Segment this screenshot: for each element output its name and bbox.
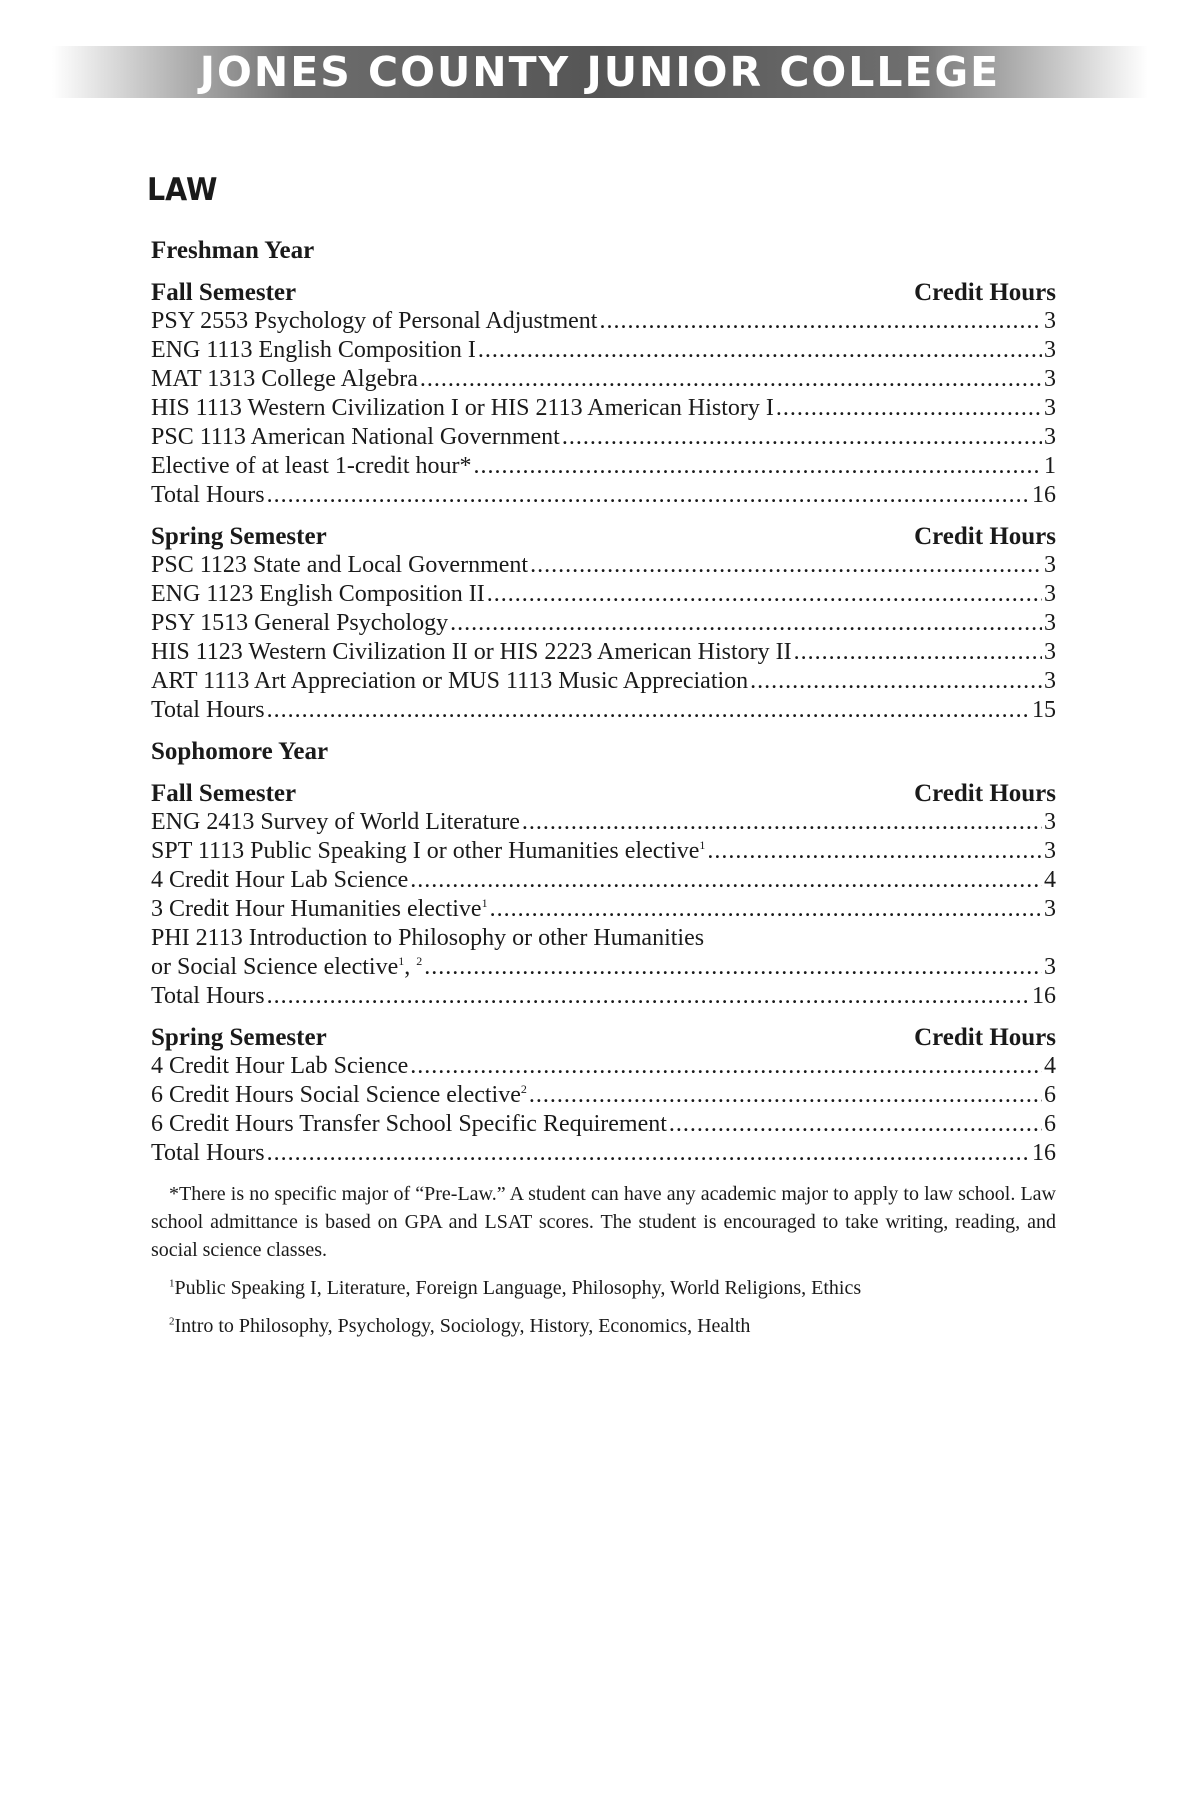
course-hours: 3 [1044, 581, 1056, 607]
course-hours: 6 [1044, 1082, 1056, 1108]
semester-label: Fall Semester [151, 279, 297, 306]
course-name: ENG 2413 Survey of World Literature [151, 809, 520, 835]
footnote-ref: 1 [699, 838, 706, 852]
pre-law-note: *There is no specific major of “Pre-Law.” A student can have any academic major to apply to law school. Law school admittance is based on GPA and LSAT scores. The student is encouraged to take writing, reading, and social science classes. [151, 1183, 1056, 1261]
semester-label: Spring Semester [151, 523, 327, 550]
course-row [151, 394, 1056, 423]
course-row [151, 365, 1056, 394]
course-name-text: or Social Science elective [151, 954, 399, 980]
course-hours: 6 [1044, 1111, 1056, 1137]
course-name-line: PHI 2113 Introduction to Philosophy or other Humanities [151, 925, 705, 951]
leader-dots [599, 307, 1042, 336]
banner-title: JONES COUNTY JUNIOR COLLEGE [199, 48, 1001, 96]
course-name: ENG 1113 English Composition I [151, 337, 476, 363]
course-name: 4 Credit Hour Lab Science [151, 867, 409, 893]
course-hours: 3 [1044, 809, 1056, 835]
total-label: Total Hours [151, 983, 265, 1009]
course-name: ART 1113 Art Appreciation or MUS 1113 Music Appreciation [151, 668, 749, 694]
leader-dots [410, 866, 1042, 895]
leader-dots [794, 638, 1042, 667]
course-row [151, 609, 1056, 638]
total-label: Total Hours [151, 1140, 265, 1166]
footnote-ref: 2 [520, 1082, 527, 1096]
total-hours: 15 [1032, 697, 1056, 723]
total-hours: 16 [1032, 482, 1056, 508]
total-hours: 16 [1032, 983, 1056, 1009]
course-hours: 3 [1044, 639, 1056, 665]
sophomore-year-heading: Sophomore Year [151, 738, 329, 765]
freshman-spring-semester [151, 522, 1056, 725]
course-row [151, 336, 1056, 365]
credit-hours-label: Credit Hours [914, 1024, 1056, 1051]
course-hours: 3 [1044, 395, 1056, 421]
leader-dots [478, 336, 1042, 365]
leader-dots [562, 423, 1042, 452]
total-hours: 16 [1032, 1140, 1056, 1166]
course-name [151, 837, 705, 866]
total-row [151, 696, 1056, 725]
course-hours: 3 [1044, 552, 1056, 578]
leader-dots [267, 481, 1030, 510]
sophomore-spring-semester [151, 1023, 1056, 1168]
leader-dots [450, 609, 1042, 638]
leader-dots [487, 580, 1042, 609]
footnote-text: Intro to Philosophy, Psychology, Sociology, History, Economics, Health [174, 1315, 751, 1337]
course-name: MAT 1313 College Algebra [151, 366, 418, 392]
semester-label: Spring Semester [151, 1024, 327, 1051]
course-row [151, 551, 1056, 580]
leader-dots [530, 551, 1042, 580]
course-name-text: 3 Credit Hour Humanities elective [151, 896, 482, 922]
footnote-mark: 1 [169, 1277, 175, 1290]
credit-hours-label: Credit Hours [914, 279, 1056, 306]
course-row [151, 837, 1056, 866]
course-hours: 3 [1044, 896, 1056, 922]
leader-dots [420, 365, 1042, 394]
course-row [151, 866, 1056, 895]
semester-label: Fall Semester [151, 780, 297, 807]
footnote-ref: 1 [481, 896, 488, 910]
course-row [151, 808, 1056, 837]
course-name: ENG 1123 English Composition II [151, 581, 485, 607]
course-hours: 3 [1044, 424, 1056, 450]
semester-header [151, 522, 1056, 551]
course-row [151, 1081, 1056, 1110]
sophomore-fall-semester [151, 779, 1056, 1011]
leader-dots [529, 1081, 1042, 1110]
footnote-mark: 2 [169, 1315, 175, 1328]
total-row [151, 982, 1056, 1011]
course-name: Elective of at least 1-credit hour* [151, 453, 472, 479]
leader-dots [267, 696, 1030, 725]
course-name [151, 895, 488, 924]
freshman-year-heading: Freshman Year [151, 237, 315, 264]
course-row [151, 580, 1056, 609]
college-banner [52, 46, 1148, 98]
course-row [151, 423, 1056, 452]
semester-header [151, 779, 1056, 808]
credit-hours-label: Credit Hours [914, 780, 1056, 807]
footnote-1 [169, 1274, 1056, 1302]
course-hours: 3 [1044, 308, 1056, 334]
leader-dots [410, 1052, 1042, 1081]
course-name-text: 6 Credit Hours Social Science elective [151, 1082, 521, 1108]
course-name: HIS 1113 Western Civilization I or HIS 2113 American History I [151, 395, 774, 421]
freshman-fall-semester [151, 278, 1056, 510]
total-label: Total Hours [151, 482, 265, 508]
course-row [151, 1052, 1056, 1081]
leader-dots [776, 394, 1042, 423]
course-hours: 4 [1044, 1053, 1056, 1079]
course-row [151, 895, 1056, 924]
course-name: 4 Credit Hour Lab Science [151, 1053, 409, 1079]
course-row [151, 953, 1056, 982]
leader-dots [522, 808, 1042, 837]
course-name: 6 Credit Hours Transfer School Specific Requirement [151, 1111, 667, 1137]
course-hours: 3 [1044, 366, 1056, 392]
leader-dots [267, 1139, 1030, 1168]
leader-dots [669, 1110, 1042, 1139]
course-name: PSC 1113 American National Government [151, 424, 560, 450]
leader-dots [707, 837, 1042, 866]
course-hours: 4 [1044, 867, 1056, 893]
semester-header [151, 278, 1056, 307]
course-name [151, 1081, 527, 1110]
course-hours: 3 [1044, 337, 1056, 363]
course-row [151, 667, 1056, 696]
course-name [151, 953, 422, 982]
footnote-2 [169, 1312, 1056, 1340]
total-row [151, 1139, 1056, 1168]
course-row [151, 638, 1056, 667]
course-name: PSY 1513 General Psychology [151, 610, 449, 636]
course-row [151, 1110, 1056, 1139]
course-name: PSC 1123 State and Local Government [151, 552, 529, 578]
course-row [151, 452, 1056, 481]
course-name-text: SPT 1113 Public Speaking I or other Humanities elective [151, 838, 700, 864]
course-plan [151, 236, 1056, 1340]
footnote-text: Public Speaking I, Literature, Foreign Language, Philosophy, World Religions, Ethics [174, 1277, 862, 1299]
footnote-ref: 2 [416, 954, 423, 968]
semester-header [151, 1023, 1056, 1052]
leader-dots [424, 953, 1042, 982]
course-hours: 1 [1044, 453, 1056, 479]
footnote-separator: , [404, 954, 417, 980]
total-label: Total Hours [151, 697, 265, 723]
page-title: LAW [147, 172, 218, 208]
leader-dots [490, 895, 1042, 924]
leader-dots [474, 452, 1042, 481]
course-row [151, 307, 1056, 336]
credit-hours-label: Credit Hours [914, 523, 1056, 550]
course-hours: 3 [1044, 610, 1056, 636]
leader-dots [267, 982, 1030, 1011]
course-hours: 3 [1044, 668, 1056, 694]
leader-dots [750, 667, 1042, 696]
footnote-ref: 1 [398, 954, 405, 968]
course-name: PSY 2553 Psychology of Personal Adjustment [151, 308, 598, 334]
course-hours: 3 [1044, 954, 1056, 980]
total-row [151, 481, 1056, 510]
course-hours: 3 [1044, 838, 1056, 864]
course-name: HIS 1123 Western Civilization II or HIS 2223 American History II [151, 639, 792, 665]
